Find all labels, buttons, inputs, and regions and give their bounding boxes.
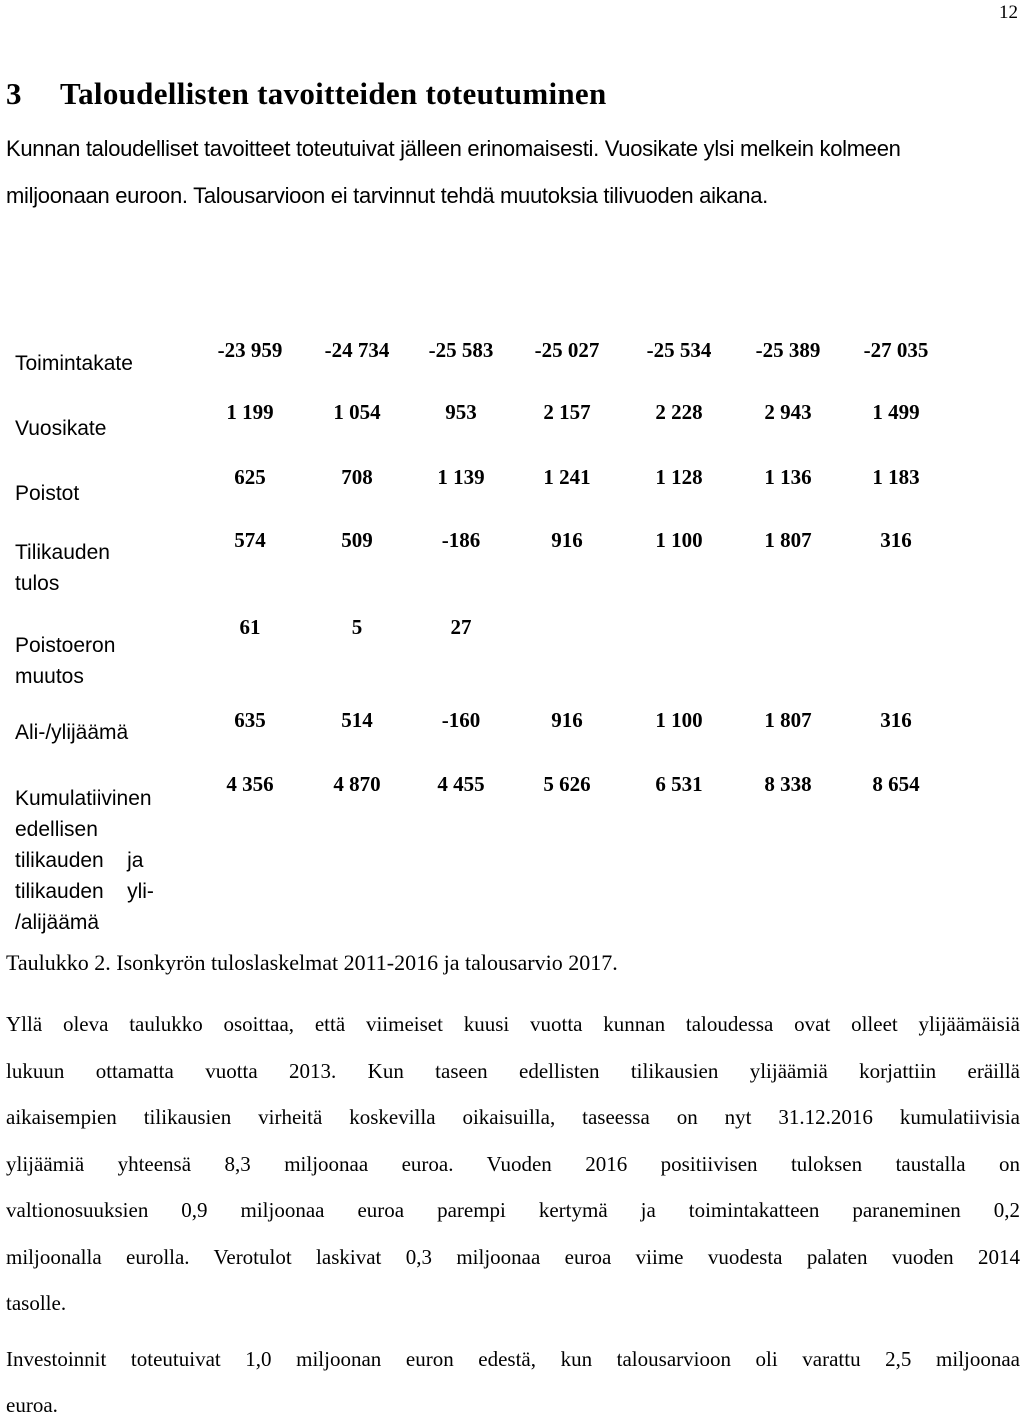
row-label-line: muutos (15, 665, 84, 688)
paragraph-line: ylijäämiä yhteensä 8,3 miljoonaa euroa. Vuoden 2016 positiivisen tuloksen taustalla on (6, 1151, 1020, 1176)
intro-line: Kunnan taloudelliset tavoitteet toteutuivat jälleen erinomaisesti. Vuosikate ylsi melkein kolmeen (6, 136, 901, 161)
row-label (15, 537, 205, 599)
table-cell: -186 (441, 528, 481, 552)
table-cell: 316 (880, 528, 912, 552)
table-cell: 4 356 (226, 772, 274, 796)
paragraph-line: aikaisempien tilikausien virheitä koskevilla oikaisuilla, taseessa on nyt 31.12.2016 kumulatiivisia (6, 1105, 1020, 1129)
table-cell: -25 027 (534, 338, 600, 362)
table-cell: 1 136 (764, 465, 812, 489)
table-cell: 8 654 (872, 772, 920, 796)
row-label-line: Toimintakate (15, 352, 133, 375)
table-cell: 625 (234, 465, 266, 489)
section-heading (6, 76, 607, 112)
page-number: 12 (999, 2, 1018, 23)
paragraph-line: tasolle. (6, 1291, 67, 1315)
table-cell: 4 455 (437, 772, 485, 796)
table-cell: 1 199 (226, 400, 274, 424)
table-cell: 1 807 (764, 708, 812, 732)
table-cell: 574 (234, 528, 266, 552)
row-label (15, 783, 205, 938)
paragraph-line: Investoinnit toteutuivat 1,0 miljoonan euron edestä, kun talousarvioon oli varattu 2,5 miljoonaa (6, 1347, 1020, 1371)
table-cell: 4 870 (333, 772, 381, 796)
table-cell: 1 139 (437, 465, 485, 489)
section-title: Taloudellisten tavoitteiden toteutuminen (60, 76, 607, 111)
table-cell: -23 959 (217, 338, 283, 362)
table-cell: 1 499 (872, 400, 920, 424)
row-label-line: tulos (15, 572, 60, 595)
row-label (15, 413, 205, 444)
row-label-line: Tilikauden (15, 541, 110, 564)
table-cell: -24 734 (324, 338, 390, 362)
paragraph-line: miljoonalla eurolla. Verotulot laskivat 0,3 miljoonaa euroa viime vuodesta palaten vuoden 2014 (6, 1244, 1020, 1269)
table-cell: 27 (450, 615, 472, 639)
paragraph-line: Yllä oleva taulukko osoittaa, että viimeiset kuusi vuotta kunnan taloudessa ovat olleet ylijäämäisiä (6, 1012, 1020, 1036)
row-label (15, 478, 205, 509)
paragraph-line: lukuun ottamatta vuotta 2013. Kun taseen edellisten tilikausien ylijäämiä korjattiin eräillä (6, 1058, 1020, 1083)
table-cell: 6 531 (655, 772, 703, 796)
table-cell: 916 (551, 708, 583, 732)
paragraph-line: valtionosuuksien 0,9 miljoonaa euroa parempi kertymä ja toimintakatteen paraneminen 0,2 (6, 1198, 1020, 1222)
row-label-line: Poistoeron (15, 634, 116, 657)
table-cell: 953 (445, 400, 477, 424)
table-cell: 1 183 (872, 465, 920, 489)
row-label-line: Vuosikate (15, 417, 107, 440)
table-cell: 1 128 (655, 465, 703, 489)
table-cell: 2 228 (655, 400, 703, 424)
table-cell: -25 389 (755, 338, 821, 362)
table-cell: 2 157 (543, 400, 591, 424)
row-label-line: tilikauden yli- (15, 880, 154, 903)
table-cell: 635 (234, 708, 266, 732)
table-cell: 509 (341, 528, 373, 552)
paragraph-line: euroa. (6, 1393, 58, 1417)
table-cell: 5 (351, 615, 363, 639)
row-label (15, 630, 205, 692)
table-cell: 708 (341, 465, 373, 489)
table-cell: 1 100 (655, 528, 703, 552)
table-cell: 1 100 (655, 708, 703, 732)
row-label-line: Poistot (15, 482, 80, 505)
row-label-line: /alijäämä (15, 911, 100, 934)
table-cell: 1 807 (764, 528, 812, 552)
table-cell: -27 035 (863, 338, 929, 362)
table-cell: -25 583 (428, 338, 494, 362)
table-cell: -160 (441, 708, 481, 732)
row-label-line: Ali-/ylijäämä (15, 721, 129, 744)
section-number: 3 (6, 76, 22, 111)
table-cell: 916 (551, 528, 583, 552)
row-label-line: tilikauden ja (15, 849, 144, 872)
intro-line: miljoonaan euroon. Talousarvioon ei tarvinnut tehdä muutoksia tilivuoden aikana. (6, 183, 768, 208)
table-cell: -25 534 (646, 338, 712, 362)
row-label (15, 348, 205, 379)
table-cell: 5 626 (543, 772, 591, 796)
table-cell: 61 (239, 615, 261, 639)
table-caption: Taulukko 2. Isonkyrön tuloslaskelmat 2011-2016 ja talousarvio 2017. (6, 950, 618, 975)
table-cell: 514 (341, 708, 373, 732)
row-label (15, 717, 205, 748)
table-cell: 1 241 (543, 465, 591, 489)
table-cell: 316 (880, 708, 912, 732)
row-label-line: edellisen (15, 818, 98, 841)
table-cell: 2 943 (764, 400, 812, 424)
row-label-line: Kumulatiivinen (15, 787, 152, 810)
table-cell: 8 338 (764, 772, 812, 796)
table-cell: 1 054 (333, 400, 381, 424)
